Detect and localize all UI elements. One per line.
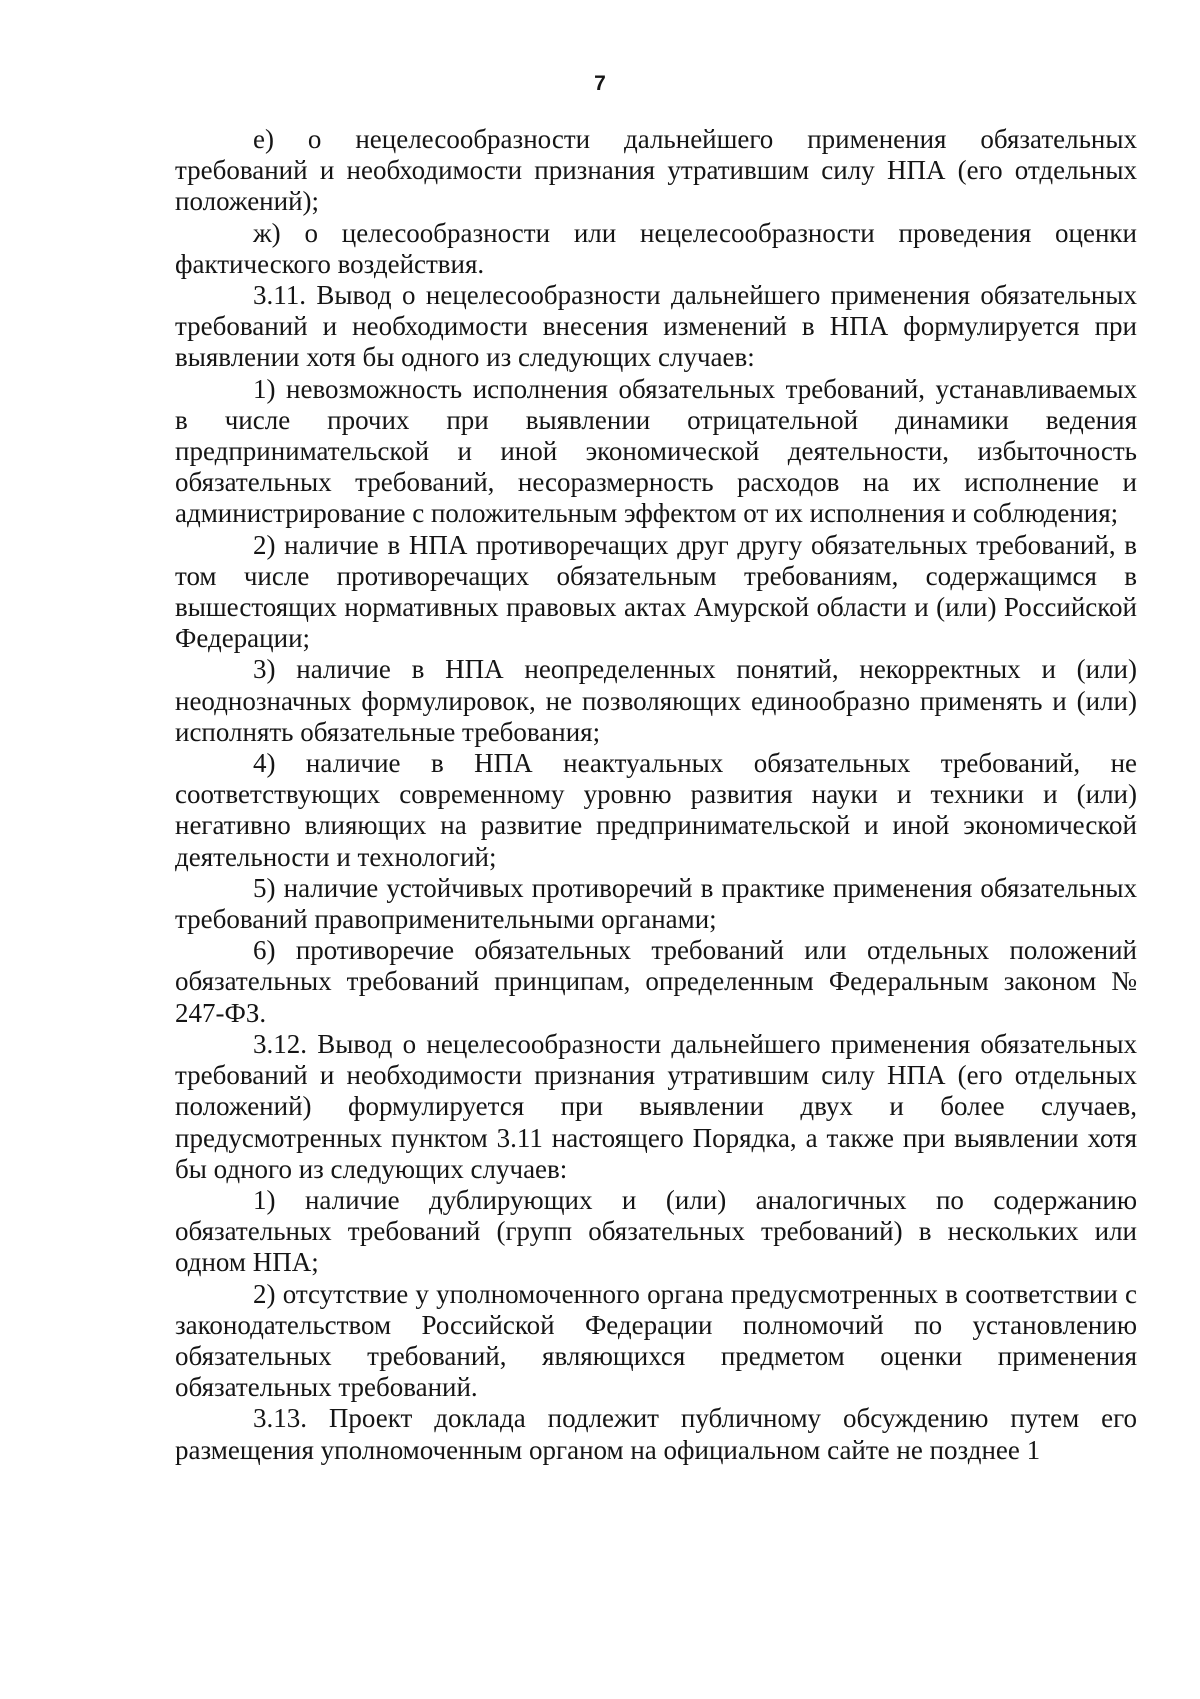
list-item-3-11-5: 5) наличие устойчивых противоречий в практике применения обязательных требований правоприменительными органами; — [175, 872, 1137, 935]
paragraph-item-e: е) о нецелесообразности дальнейшего применения обязательных требований и необходимости признания утратившим силу НПА (его отдельных положений); — [175, 124, 1137, 217]
document-body — [175, 124, 1137, 1466]
list-item-3-12-2: 2) отсутствие у уполномоченного органа предусмотренных в соответствии с законодательством Российской Федерации полномочий по установлению обязательных требований, являющихся предметом оценки применения обязательных требований. — [175, 1278, 1137, 1403]
list-item-3-11-4: 4) наличие в НПА неактуальных обязательных требований, не соответствующих современному уровню развития науки и техники и (или) негативно влияющих на развитие предпринимательской и иной экономической деятельности и технологий; — [175, 748, 1137, 872]
page-number: 7 — [594, 72, 606, 95]
paragraph-item-zh: ж) о целесообразности или нецелесообразности проведения оценки фактического воздействия. — [175, 217, 1137, 279]
list-item-3-11-6: 6) противоречие обязательных требований или отдельных положений обязательных требований принципам, определенным Федеральным законом № 247-ФЗ. — [175, 935, 1137, 1028]
list-item-3-11-2: 2) наличие в НПА противоречащих друг другу обязательных требований, в том числе противоречащих обязательным требованиям, содержащимся в вышестоящих нормативных правовых актах Амурской области и (или) Российской Федерации; — [175, 529, 1137, 654]
list-item-3-11-1: 1) невозможность исполнения обязательных требований, устанавливаемых в числе прочих при выявлении отрицательной динамики ведения предпринимательской и иной экономической деятельности, избыточность обязательных требований, несоразмерность расходов на их исполнение и администрирование с положительным эффектом от их исполнения и соблюдения; — [175, 373, 1137, 529]
paragraph-3-12: 3.12. Вывод о нецелесообразности дальнейшего применения обязательных требований и необходимости признания утратившим силу НПА (его отдельных положений) формулируется при выявлении двух и более случаев, предусмотренных пунктом 3.11 настоящего Порядка, а также при выявлении хотя бы одного из следующих случаев: — [175, 1028, 1137, 1184]
paragraph-3-13: 3.13. Проект доклада подлежит публичному обсуждению путем его размещения уполномоченным органом на официальном сайте не позднее 1 — [175, 1403, 1137, 1465]
list-item-3-11-3: 3) наличие в НПА неопределенных понятий, некорректных и (или) неоднозначных формулировок, не позволяющих единообразно применять и (или) исполнять обязательные требования; — [175, 654, 1137, 747]
list-item-3-12-1: 1) наличие дублирующих и (или) аналогичных по содержанию обязательных требований (групп обязательных требований) в нескольких или одном НПА; — [175, 1184, 1137, 1278]
paragraph-3-11: 3.11. Вывод о нецелесообразности дальнейшего применения обязательных требований и необходимости внесения изменений в НПА формулируется при выявлении хотя бы одного из следующих случаев: — [175, 280, 1137, 373]
